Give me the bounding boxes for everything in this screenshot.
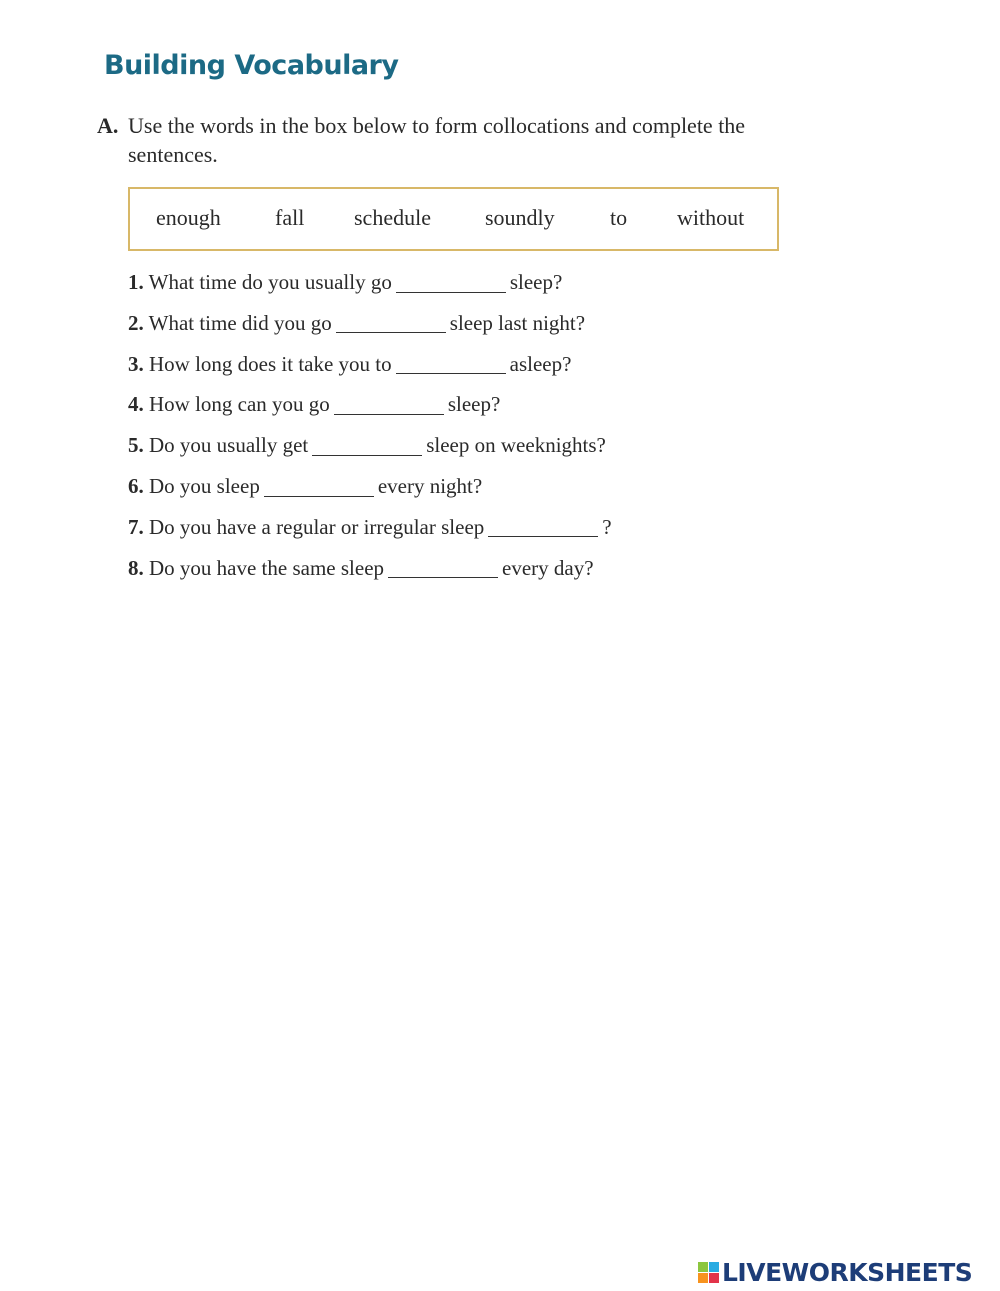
word-box: [128, 187, 779, 251]
word-box-item: without: [677, 205, 745, 230]
question-text-after: sleep?: [447, 392, 501, 417]
question-item: [128, 433, 606, 458]
answer-blank[interactable]: [334, 396, 444, 415]
question-item: [128, 474, 482, 499]
question-text-before: How long does it take you to: [149, 351, 392, 376]
exercise-instruction: [97, 111, 817, 169]
question-text-after: sleep on weeknights?: [426, 433, 606, 458]
answer-blank[interactable]: [396, 355, 506, 374]
question-text-before: What time did you go: [148, 310, 332, 335]
question-text-before: How long can you go: [149, 392, 330, 417]
question-text-before: Do you usually get: [149, 433, 309, 458]
exercise-label: A.: [97, 113, 119, 138]
question-item: [128, 392, 500, 417]
answer-blank[interactable]: [388, 559, 498, 578]
question-text-before: Do you have a regular or irregular sleep: [149, 514, 485, 539]
question-text-after: ?: [602, 514, 612, 539]
word-box-item: schedule: [354, 205, 431, 230]
question-number: 1.: [128, 270, 144, 294]
question-number: 7.: [128, 514, 144, 539]
question-item: [128, 270, 562, 295]
question-text-after: sleep?: [509, 270, 563, 294]
question-item: [128, 515, 612, 540]
question-text-after: asleep?: [509, 351, 572, 376]
question-item: [128, 311, 585, 336]
question-text-after: sleep last night?: [449, 310, 586, 335]
liveworksheets-logo: [698, 1258, 972, 1287]
section-title: Building Vocabulary: [104, 50, 399, 81]
question-number: 8.: [128, 555, 144, 580]
instruction-line-1: Use the words in the box below to form collocations and complete the: [128, 113, 746, 138]
question-text-after: every day?: [502, 555, 594, 580]
instruction-line-2: sentences.: [128, 142, 218, 167]
answer-blank[interactable]: [264, 478, 374, 497]
question-text-before: What time do you usually go: [148, 270, 392, 294]
answer-blank[interactable]: [312, 437, 422, 456]
question-item: [128, 556, 594, 581]
question-number: 4.: [128, 392, 144, 417]
question-item: [128, 352, 571, 377]
question-text-after: every night?: [377, 474, 483, 498]
question-number: 5.: [128, 433, 144, 458]
logo-cubes-icon: [698, 1262, 719, 1283]
question-text-before: Do you sleep: [149, 474, 260, 498]
question-number: 3.: [128, 351, 144, 376]
word-box-item: soundly: [485, 205, 555, 230]
word-box-item: fall: [275, 205, 305, 230]
logo-text: LIVEWORKSHEETS: [722, 1258, 973, 1287]
answer-blank[interactable]: [488, 518, 598, 537]
answer-blank[interactable]: [336, 314, 446, 333]
question-number: 2.: [128, 310, 144, 335]
question-text-before: Do you have the same sleep: [149, 555, 385, 580]
word-box-item: to: [610, 205, 628, 230]
question-number: 6.: [128, 474, 144, 498]
word-box-item: enough: [156, 205, 221, 230]
answer-blank[interactable]: [396, 274, 506, 293]
